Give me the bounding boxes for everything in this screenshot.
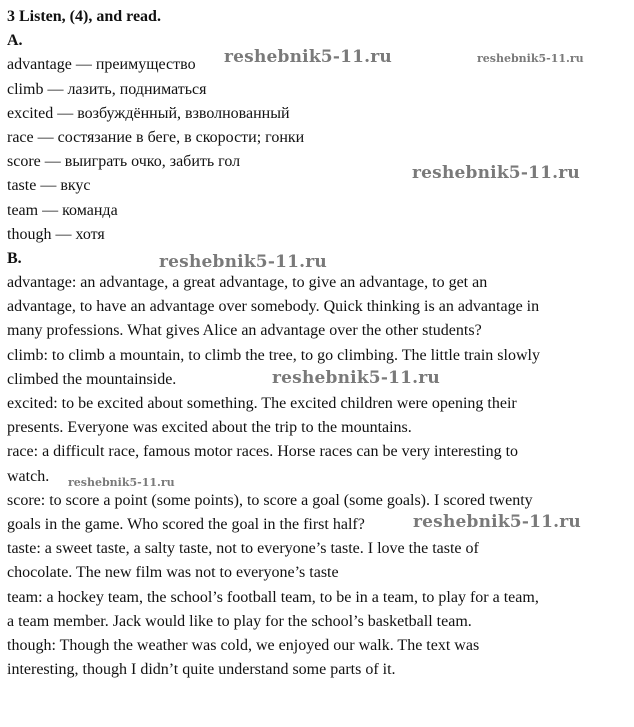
usage-line: score: to score a point (some points), to score a goal (some goals). I scored twenty [7, 491, 533, 509]
usage-line: interesting, though I didn’t quite understand some parts of it. [7, 661, 396, 679]
usage-line: many professions. What gives Alice an advantage over the other students? [7, 322, 482, 340]
usage-line: race: a difficult race, famous motor races. Horse races can be very interesting to [7, 443, 519, 461]
usage-line: advantage, to have an advantage over somebody. Quick thinking is an advantage in [7, 298, 540, 316]
document-page [7, 5, 631, 682]
usage-line: excited: to be excited about something. The excited children were opening their [7, 395, 517, 412]
vocab-entry: score — выиграть очко, забить гол [7, 153, 241, 171]
section-b-label: B. [7, 249, 22, 267]
watermark: reshebnik5-11.ru [159, 252, 327, 272]
usage-line: though: Though the weather was cold, we enjoyed our walk. The text was [7, 636, 480, 654]
usage-line: climbed the mountainside. [7, 370, 177, 388]
section-a-label: A. [7, 32, 23, 50]
vocab-entry: race — состязание в беге, в скорости; гонки [7, 128, 305, 146]
vocab-entry: excited — возбуждённый, взволнованный [7, 104, 290, 122]
watermark: reshebnik5-11.ru [477, 52, 584, 65]
watermark: reshebnik5-11.ru [412, 163, 580, 183]
usage-line: team: a hockey team, the school’s football team, to be in a team, to play for a team, [7, 588, 539, 606]
usage-line: a team member. Jack would like to play for the school’s basketball team. [7, 612, 472, 630]
usage-line: climb: to climb a mountain, to climb the tree, to go climbing. The little train slowly [7, 346, 540, 364]
watermark: reshebnik5-11.ru [272, 368, 440, 388]
usage-line: chocolate. The new film was not to everyone’s taste [7, 564, 339, 582]
usage-line: watch. [7, 467, 50, 485]
watermark: reshebnik5-11.ru [413, 512, 581, 532]
usage-line: presents. Everyone was excited about the trip to the mountains. [7, 419, 412, 437]
usage-line: taste: a sweet taste, a salty taste, not to everyone’s taste. I love the taste of [7, 540, 479, 558]
usage-line: advantage: an advantage, a great advantage, to give an advantage, to get an [7, 274, 488, 292]
vocab-entry: taste — вкус [7, 177, 91, 195]
exercise-heading: 3 Listen, (4), and read. [7, 8, 161, 25]
vocab-entry: climb — лазить, подниматься [7, 80, 207, 98]
vocab-entry: team — команда [7, 201, 118, 219]
watermark: reshebnik5-11.ru [224, 47, 392, 67]
watermark: reshebnik5-11.ru [68, 476, 175, 489]
vocab-entry: advantage — преимущество [7, 56, 196, 74]
usage-line: goals in the game. Who scored the goal in the first half? [7, 515, 365, 533]
vocab-entry: though — хотя [7, 225, 105, 243]
